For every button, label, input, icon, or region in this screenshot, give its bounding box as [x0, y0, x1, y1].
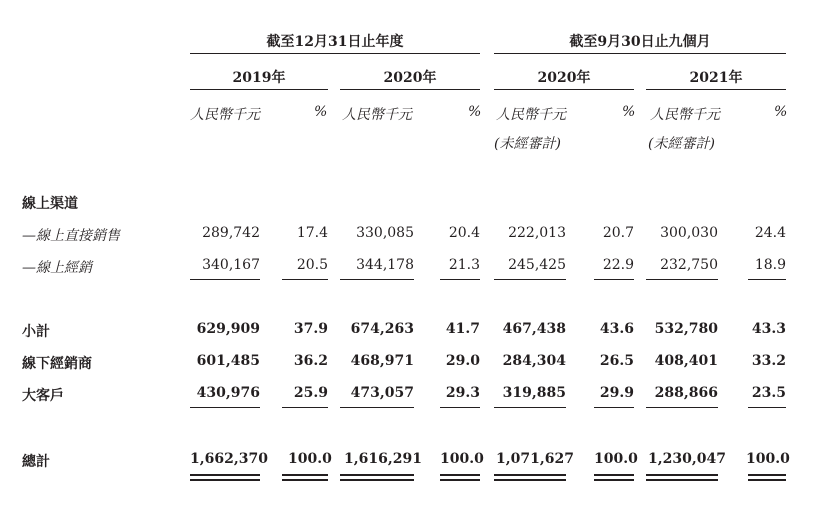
cell-subtotal-2021-9m-rmb: 532,780 — [654, 321, 718, 337]
unit-pct-2019: % — [314, 104, 328, 120]
cell-offline-distributors-2020-rmb: 468,971 — [350, 353, 414, 369]
row-label-online-direct: —線上直接銷售 — [22, 228, 120, 244]
year-rule-2021-9m — [646, 89, 786, 90]
cell-online-direct-2020-9m-pct: 20.7 — [602, 225, 634, 241]
rule-total-double-top-2019-rmb — [190, 474, 260, 476]
cell-key-accounts-2020-9m-rmb: 319,885 — [502, 385, 566, 401]
rule-before-total-2019-pct — [282, 407, 328, 408]
cell-online-direct-2019-rmb: 289,742 — [202, 225, 260, 241]
cell-key-accounts-2020-pct: 29.3 — [445, 385, 480, 401]
cell-offline-distributors-2021-9m-rmb: 408,401 — [654, 353, 718, 369]
cell-total-2020-9m-rmb: 1,071,627 — [496, 451, 574, 467]
unit-pct-2021-9m: % — [774, 104, 788, 120]
period-header-fy: 截至12月31日止年度 — [266, 34, 404, 50]
rule-before-total-2020-9m-pct — [594, 407, 634, 408]
period-header-9m: 截至9月30日止九個月 — [569, 34, 711, 50]
cell-total-2020-pct: 100.0 — [440, 451, 484, 467]
cell-offline-distributors-2021-9m-pct: 33.2 — [751, 353, 786, 369]
cell-subtotal-2020-pct: 41.7 — [445, 321, 480, 337]
rule-total-double-top-2019-pct — [282, 474, 328, 476]
cell-subtotal-2019-rmb: 629,909 — [196, 321, 260, 337]
rule-total-double-bottom-2020-9m-pct — [594, 479, 634, 481]
cell-total-2021-9m-pct: 100.0 — [746, 451, 790, 467]
year-2021-9m: 2021年 — [689, 70, 743, 86]
cell-offline-distributors-2020-9m-rmb: 284,304 — [502, 353, 566, 369]
unit-rmb-2021-9m: 人民幣千元 — [650, 107, 720, 123]
unit-rmb-2019: 人民幣千元 — [190, 107, 260, 123]
year-rule-2020 — [340, 89, 480, 90]
row-label-online-distribution: —線上經銷 — [22, 260, 92, 276]
cell-key-accounts-2019-pct: 25.9 — [293, 385, 328, 401]
cell-online-distribution-2019-pct: 20.5 — [296, 257, 328, 273]
cell-key-accounts-2019-rmb: 430,976 — [196, 385, 260, 401]
rule-before-total-2021-9m-rmb — [646, 407, 718, 408]
period-rule-9m — [494, 53, 786, 54]
cell-key-accounts-2020-rmb: 473,057 — [350, 385, 414, 401]
cell-online-direct-2020-9m-rmb: 222,013 — [508, 225, 566, 241]
period-rule-fy — [190, 53, 480, 54]
cell-online-direct-2020-pct: 20.4 — [448, 225, 480, 241]
rule-online-subtotal-2020-9m-rmb — [494, 279, 566, 280]
row-label-subtotal: 小計 — [22, 324, 50, 340]
rule-total-double-bottom-2019-pct — [282, 479, 328, 481]
rule-total-double-bottom-2020-rmb — [340, 479, 414, 481]
cell-subtotal-2019-pct: 37.9 — [293, 321, 328, 337]
rule-total-double-bottom-2021-9m-rmb — [646, 479, 718, 481]
cell-total-2020-9m-pct: 100.0 — [594, 451, 638, 467]
year-2020: 2020年 — [383, 70, 437, 86]
rule-before-total-2019-rmb — [190, 407, 260, 408]
rule-total-double-top-2021-9m-rmb — [646, 474, 718, 476]
rule-before-total-2020-9m-rmb — [494, 407, 566, 408]
unit-pct-2020: % — [468, 104, 482, 120]
cell-total-2019-rmb: 1,662,370 — [190, 451, 268, 467]
unit-pct-2020-9m: % — [622, 104, 636, 120]
cell-online-direct-2020-rmb: 330,085 — [356, 225, 414, 241]
unaudited-2021-9m: (未經審計) — [648, 136, 715, 152]
rule-total-double-top-2020-9m-pct — [594, 474, 634, 476]
cell-offline-distributors-2019-rmb: 601,485 — [196, 353, 260, 369]
cell-subtotal-2021-9m-pct: 43.3 — [751, 321, 786, 337]
cell-online-distribution-2020-rmb: 344,178 — [356, 257, 414, 273]
cell-online-distribution-2019-rmb: 340,167 — [202, 257, 260, 273]
cell-online-direct-2019-pct: 17.4 — [296, 225, 328, 241]
year-rule-2020-9m — [494, 89, 634, 90]
rule-total-double-top-2020-pct — [440, 474, 480, 476]
rule-online-subtotal-2019-pct — [282, 279, 328, 280]
rule-before-total-2021-9m-pct — [748, 407, 786, 408]
rule-total-double-top-2020-rmb — [340, 474, 414, 476]
cell-total-2020-rmb: 1,616,291 — [344, 451, 422, 467]
section-online-channels: 線上渠道 — [22, 196, 78, 212]
rule-online-subtotal-2020-rmb — [340, 279, 414, 280]
rule-total-double-bottom-2020-pct — [440, 479, 480, 481]
year-2020-9m: 2020年 — [537, 70, 591, 86]
rule-before-total-2020-pct — [440, 407, 480, 408]
cell-subtotal-2020-9m-pct: 43.6 — [599, 321, 634, 337]
rule-online-subtotal-2020-9m-pct — [594, 279, 634, 280]
cell-online-distribution-2020-9m-pct: 22.9 — [602, 257, 634, 273]
cell-offline-distributors-2020-9m-pct: 26.5 — [599, 353, 634, 369]
cell-key-accounts-2021-9m-pct: 23.5 — [751, 385, 786, 401]
rule-online-subtotal-2020-pct — [440, 279, 480, 280]
unit-rmb-2020-9m: 人民幣千元 — [496, 107, 566, 123]
cell-online-distribution-2021-9m-rmb: 232,750 — [660, 257, 718, 273]
cell-total-2019-pct: 100.0 — [288, 451, 332, 467]
rule-total-double-bottom-2021-9m-pct — [748, 479, 786, 481]
cell-online-distribution-2020-9m-rmb: 245,425 — [508, 257, 566, 273]
cell-key-accounts-2021-9m-rmb: 288,866 — [654, 385, 718, 401]
cell-subtotal-2020-9m-rmb: 467,438 — [502, 321, 566, 337]
rule-total-double-top-2020-9m-rmb — [494, 474, 566, 476]
cell-total-2021-9m-rmb: 1,230,047 — [648, 451, 726, 467]
row-label-total: 總計 — [22, 454, 50, 470]
row-label-key-accounts: 大客戶 — [22, 388, 64, 404]
row-label-offline-distributors: 線下經銷商 — [22, 356, 92, 372]
year-rule-2019 — [190, 89, 328, 90]
cell-online-distribution-2020-pct: 21.3 — [448, 257, 480, 273]
cell-offline-distributors-2020-pct: 29.0 — [445, 353, 480, 369]
cell-online-direct-2021-9m-pct: 24.4 — [754, 225, 786, 241]
rule-online-subtotal-2021-9m-pct — [748, 279, 786, 280]
unit-rmb-2020: 人民幣千元 — [342, 107, 412, 123]
year-2019: 2019年 — [232, 70, 286, 86]
rule-before-total-2020-rmb — [340, 407, 414, 408]
rule-total-double-top-2021-9m-pct — [748, 474, 786, 476]
rule-online-subtotal-2019-rmb — [190, 279, 260, 280]
unaudited-2020-9m: (未經審計) — [494, 136, 561, 152]
rule-online-subtotal-2021-9m-rmb — [646, 279, 718, 280]
cell-online-direct-2021-9m-rmb: 300,030 — [660, 225, 718, 241]
cell-online-distribution-2021-9m-pct: 18.9 — [754, 257, 786, 273]
rule-total-double-bottom-2019-rmb — [190, 479, 260, 481]
cell-offline-distributors-2019-pct: 36.2 — [293, 353, 328, 369]
cell-subtotal-2020-rmb: 674,263 — [350, 321, 414, 337]
cell-key-accounts-2020-9m-pct: 29.9 — [599, 385, 634, 401]
rule-total-double-bottom-2020-9m-rmb — [494, 479, 566, 481]
